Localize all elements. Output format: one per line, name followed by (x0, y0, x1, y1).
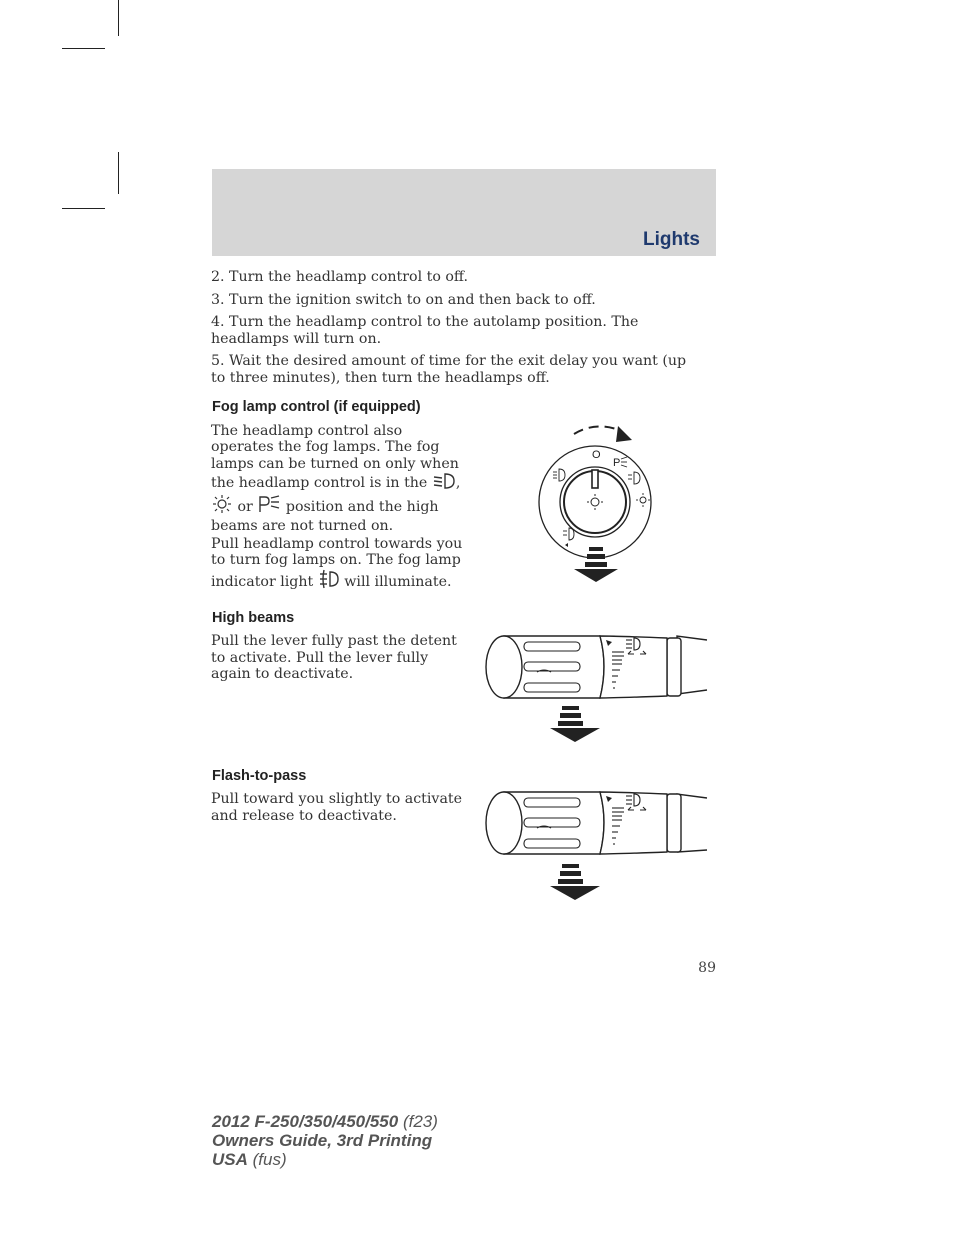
footer-line-1 (212, 1112, 438, 1131)
flash-to-pass-lever-figure (482, 784, 710, 902)
fog-lamp-paragraph-2 (211, 536, 466, 593)
crop-mark (118, 0, 119, 36)
fog-lamp-paragraph (211, 423, 466, 535)
step-4: 4. Turn the headlamp control to the autolamp position. The headlamps will turn on. (211, 314, 639, 347)
footer-region-code: (fus) (252, 1150, 287, 1169)
footer-model: 2012 F-250/350/450/550 (212, 1112, 399, 1131)
parking-lamp-icon (257, 494, 281, 518)
footer-line-2 (212, 1131, 438, 1150)
fog-text-a: The headlamp control also operates the fog lamps. The fog lamps can be turned on only when the headlamp control is in the (211, 423, 459, 491)
high-beam-lever-figure (482, 628, 710, 746)
high-beams-heading: High beams (212, 610, 295, 626)
autolamp-icon (211, 494, 233, 518)
flash-to-pass-text: Pull toward you slightly to activate and release to deactivate. (211, 791, 462, 824)
crop-mark (62, 48, 105, 49)
fog-lamp-heading: Fog lamp control (if equipped) (212, 399, 421, 415)
knob-off-label: O (592, 449, 601, 461)
footer-model-code: (f23) (402, 1112, 438, 1131)
section-header (212, 169, 716, 256)
crop-mark (62, 208, 105, 209)
crop-mark (118, 152, 119, 194)
headlamp-control-figure (532, 420, 662, 585)
fog-lamp-indicator-icon (318, 569, 340, 593)
high-beams-text: Pull the lever fully past the detent to activate. Pull the lever fully again to deactivate. (211, 633, 457, 682)
low-beam-icon (432, 472, 456, 494)
fog-text-or: or (237, 499, 253, 516)
flash-to-pass-heading: Flash-to-pass (212, 768, 307, 784)
footer-region: USA (212, 1150, 248, 1169)
footer-line-3 (212, 1150, 438, 1169)
fog-text-comma: , (455, 474, 461, 491)
section-title: Lights (643, 229, 700, 250)
fog-text-b: position and the high beams are not turned on. (211, 499, 439, 535)
footer-guide: Owners Guide, 3rd Printing (212, 1131, 433, 1150)
knob-park-label: P (613, 457, 621, 469)
page-number: 89 (698, 960, 716, 976)
fog-text-d: will illuminate. (344, 573, 452, 590)
step-3: 3. Turn the ignition switch to on and then back to off. (211, 292, 596, 308)
step-2: 2. Turn the headlamp control to off. (211, 269, 469, 285)
fog-text-c: Pull headlamp control towards you to turn fog lamps on. The fog lamp indicator light (211, 536, 463, 590)
step-5: 5. Wait the desired amount of time for the exit delay you want (up to three minutes), then turn the headlamps off. (211, 353, 687, 386)
document-footer (212, 1112, 438, 1169)
